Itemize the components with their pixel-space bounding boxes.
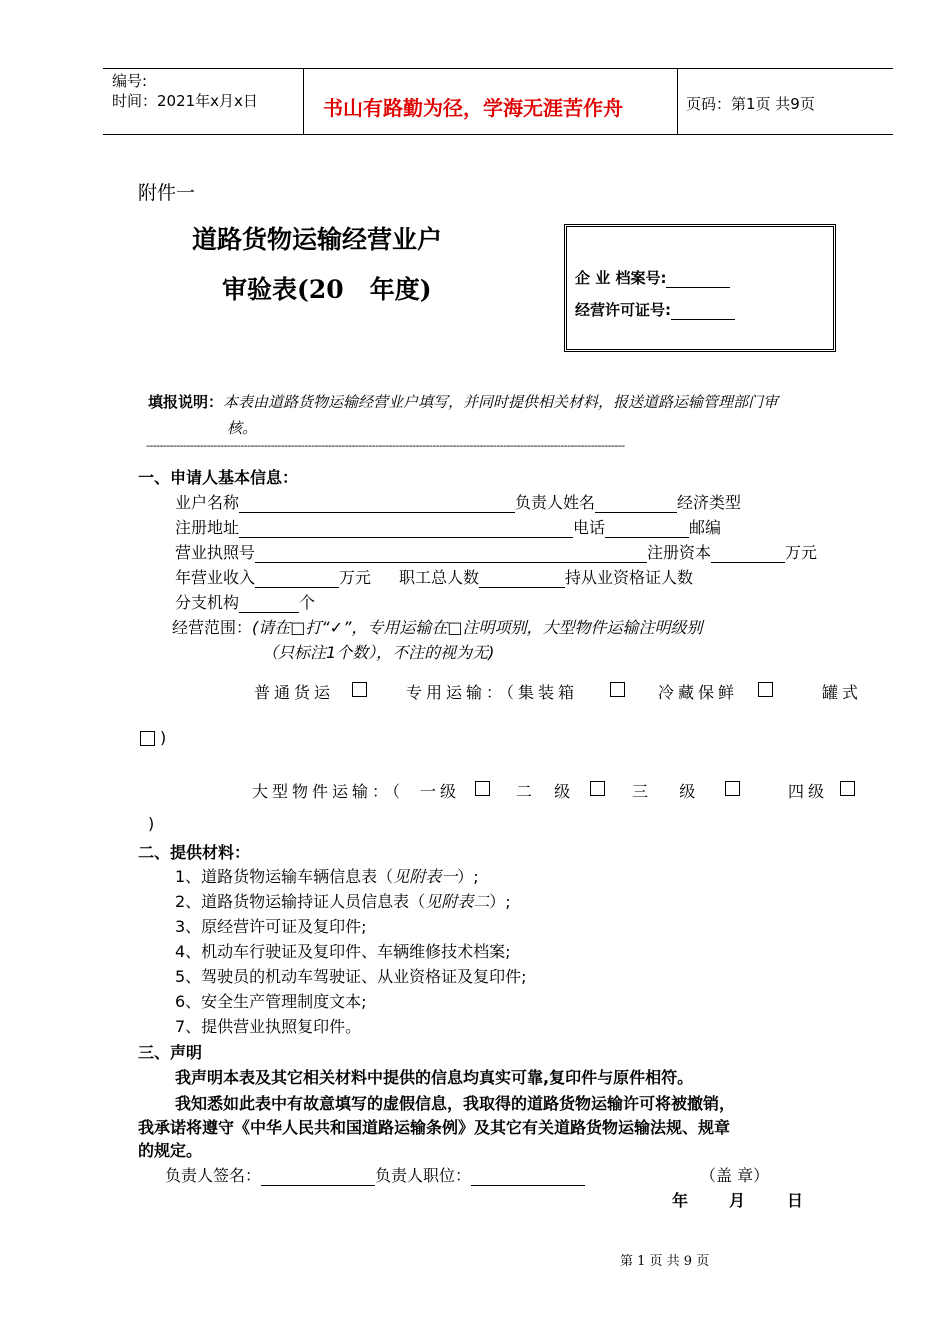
general-freight-label: 普通货运: [254, 683, 335, 702]
business-name-blank[interactable]: [239, 494, 515, 513]
header-divider-right: [677, 68, 678, 135]
cold-chain-checkbox[interactable]: [758, 682, 773, 697]
close-paren-2: ): [148, 814, 155, 833]
container-checkbox[interactable]: [610, 682, 625, 697]
date-month: 月: [729, 1191, 746, 1210]
declaration-p1: 我声明本表及其它相关材料中提供的信息均真实可靠,复印件与原件相符。: [175, 1068, 694, 1087]
econ-type-label: 经济类型: [677, 493, 742, 512]
instruction: [148, 391, 778, 412]
license-no-label: 经营许可证号:: [575, 301, 671, 319]
dashed-divider: ----------------------------------------------------------------------------------------------------------------------------------------------: [146, 439, 625, 452]
level4-label: 四级: [788, 782, 829, 801]
archive-box: [564, 224, 836, 352]
capital-label: 注册资本: [647, 543, 712, 562]
material-item-ref: 见附表二: [425, 892, 490, 911]
scope-note1: (请在□打“✓”，专用运输在□注明项别，大型物件运输注明级别: [252, 618, 703, 637]
signature-label: 负责人签名：: [165, 1166, 262, 1185]
row-scope: [172, 615, 702, 638]
archive-field: [575, 267, 730, 288]
person-name-blank[interactable]: [595, 494, 677, 513]
material-item-tail: ）;: [457, 867, 479, 886]
material-item-text: 6、安全生产管理制度文本;: [175, 992, 367, 1011]
large-cargo-label: 大型物件运输：（: [252, 782, 405, 801]
material-item-text: 3、原经营许可证及复印件;: [175, 917, 367, 936]
level1-label: 一级: [420, 782, 461, 801]
declaration-p2a: 我知悉如此表中有故意填写的虚假信息，我取得的道路货物运输许可将被撤销，: [175, 1094, 736, 1113]
seal-label: （盖 章）: [700, 1166, 770, 1185]
material-item-text: 7、提供营业执照复印件。: [175, 1017, 362, 1036]
business-name-label: 业户名称: [175, 493, 240, 512]
staff-label: 职工总人数: [399, 568, 480, 587]
staff-blank[interactable]: [479, 569, 565, 588]
material-item: [175, 964, 527, 987]
material-item: [175, 989, 367, 1012]
revenue-unit: 万元: [339, 568, 372, 587]
level3-checkbox[interactable]: [725, 781, 740, 796]
revenue-blank[interactable]: [255, 569, 339, 588]
close-paren-1: ): [160, 728, 167, 747]
biz-license-label: 营业执照号: [175, 543, 256, 562]
material-item-ref: 见附表一: [393, 867, 458, 886]
level2-label: 二 级: [516, 782, 575, 801]
tank-checkbox[interactable]: [140, 731, 155, 746]
position-blank[interactable]: [471, 1167, 585, 1186]
date-year: 年: [672, 1191, 689, 1210]
header-bottom-rule: [103, 134, 893, 135]
tank-label: 罐式: [822, 683, 863, 702]
instruction-text2: 核。: [227, 419, 258, 437]
page-footer: 第 1 页 共 9 页: [620, 1254, 710, 1269]
zip-label: 邮编: [689, 518, 722, 537]
material-item-tail: ）;: [489, 892, 511, 911]
row-branch: [175, 590, 315, 613]
instruction-label: 填报说明：: [148, 393, 224, 411]
address-label: 注册地址: [175, 518, 240, 537]
signature-row: [165, 1163, 585, 1186]
position-label: 负责人职位：: [375, 1166, 472, 1185]
general-freight-checkbox[interactable]: [352, 682, 367, 697]
row-revenue: [175, 565, 693, 588]
instruction-text1: 本表由道路货物运输经营业户填写，并同时提供相关材料，报送道路运输管理部门审: [223, 393, 779, 411]
material-item: [175, 1014, 361, 1037]
revenue-label: 年营业收入: [175, 568, 256, 587]
special-freight-label: 专用运输：（集装箱: [406, 683, 579, 702]
header-motto: 书山有路勤为径，学海无涯苦作舟: [323, 96, 623, 120]
capital-unit: 万元: [785, 543, 818, 562]
material-item: [175, 864, 479, 887]
level2-checkbox[interactable]: [590, 781, 605, 796]
person-name-label: 负责人姓名: [515, 493, 596, 512]
header-page: 页码：第1页 共9页: [686, 95, 815, 113]
level4-checkbox[interactable]: [840, 781, 855, 796]
section3-title: 三、声明: [138, 1043, 203, 1062]
row-name: [175, 490, 741, 513]
section1-title: 一、申请人基本信息：: [138, 468, 299, 487]
cert-label: 持从业资格证人数: [565, 568, 694, 587]
license-no-blank[interactable]: [671, 301, 735, 320]
material-item: [175, 889, 511, 912]
address-blank[interactable]: [239, 519, 573, 538]
signature-blank[interactable]: [261, 1167, 375, 1186]
header-top-rule: [103, 68, 893, 69]
date-day: 日: [787, 1191, 804, 1210]
declaration-p2b: 我承诺将遵守《中华人民共和国道路运输条例》及其它有关道路货物运输法规、规章: [138, 1118, 731, 1137]
phone-blank[interactable]: [605, 519, 689, 538]
scope-label: 经营范围：: [172, 618, 253, 637]
phone-label: 电话: [573, 518, 606, 537]
declaration-p2c: 的规定。: [138, 1141, 203, 1160]
material-item: [175, 914, 367, 937]
header-divider-left: [303, 68, 304, 135]
row-address: [175, 515, 721, 538]
attachment-label: 附件一: [138, 182, 196, 204]
biz-license-blank[interactable]: [255, 544, 647, 563]
header-number: 编号:: [112, 72, 148, 90]
branch-label: 分支机构: [175, 593, 240, 612]
material-item-text: 2、道路货物运输持证人员信息表（: [175, 892, 426, 911]
scope-note2: （只标注1个数），不注的视为无): [262, 643, 495, 662]
branch-unit: 个: [299, 593, 316, 612]
row-license: [175, 540, 817, 563]
section2-title: 二、提供材料：: [138, 843, 251, 862]
level3-label: 三 级: [632, 782, 700, 801]
header-time: 时间：2021年x月x日: [112, 92, 258, 110]
form-title-line2: 审验表(20 年度): [222, 275, 432, 304]
level1-checkbox[interactable]: [475, 781, 490, 796]
branch-blank[interactable]: [239, 594, 299, 613]
material-item-text: 1、道路货物运输车辆信息表（: [175, 867, 394, 886]
archive-blank[interactable]: [666, 269, 730, 288]
archive-label: 企 业 档案号:: [575, 269, 667, 287]
cold-chain-label: 冷藏保鲜: [658, 683, 739, 702]
material-item: [175, 939, 511, 962]
material-item-text: 4、机动车行驶证及复印件、车辆维修技术档案;: [175, 942, 511, 961]
material-item-text: 5、驾驶员的机动车驾驶证、从业资格证及复印件;: [175, 967, 527, 986]
capital-blank[interactable]: [711, 544, 785, 563]
license-no-field: [575, 299, 735, 320]
form-title-line1: 道路货物运输经营业户: [192, 225, 443, 254]
